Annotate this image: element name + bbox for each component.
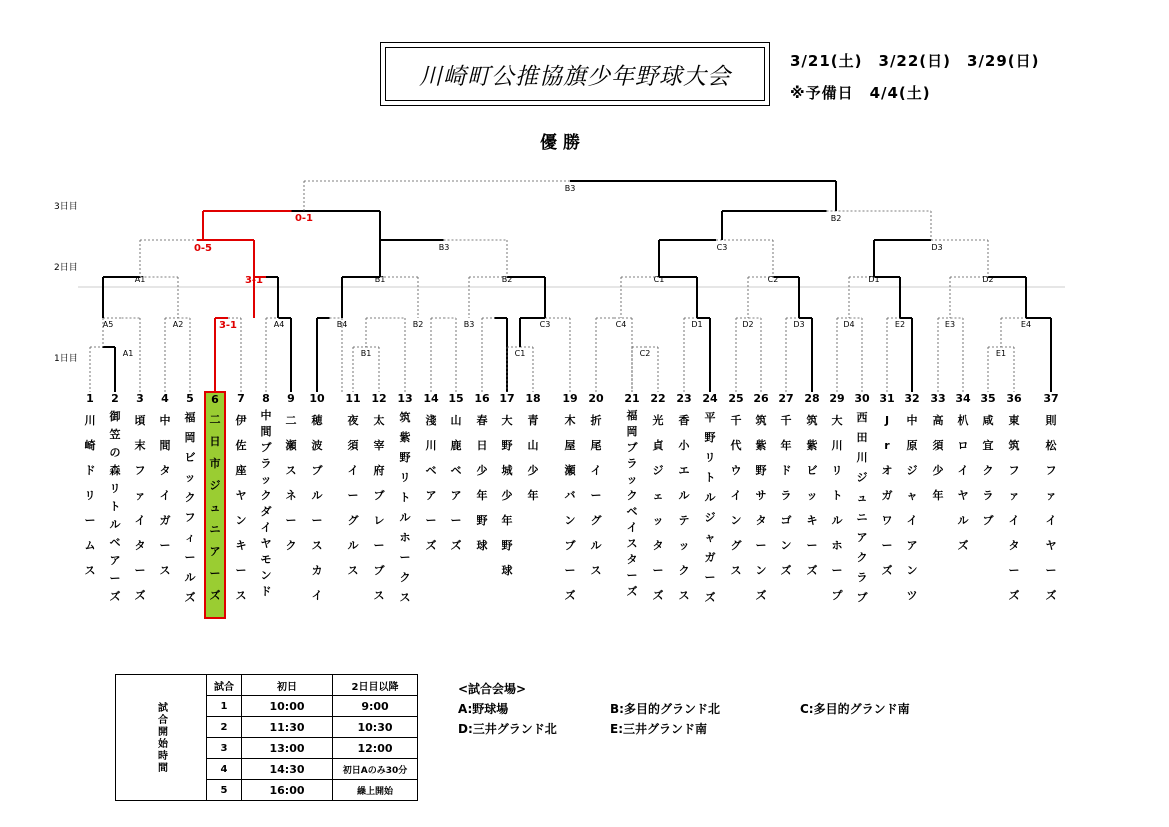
match-label: B3 bbox=[564, 184, 576, 193]
team-entry bbox=[522, 392, 544, 508]
team-name: 咸 宜 ク ラ ブ bbox=[982, 414, 994, 527]
team-name: 木 屋 瀬 バ ン ブ ー ズ bbox=[564, 414, 576, 602]
team-name: 夜 須 イ ー グ ル ス bbox=[347, 414, 359, 577]
bracket-diagram bbox=[0, 0, 1169, 400]
team-entry bbox=[496, 392, 518, 583]
team-entry bbox=[725, 392, 747, 583]
team-number: 8 bbox=[262, 392, 270, 405]
team-number: 17 bbox=[499, 392, 515, 405]
sched-day1: 13:00 bbox=[242, 738, 333, 759]
team-entry bbox=[368, 392, 390, 608]
sched-game: 4 bbox=[207, 759, 242, 780]
sched-game: 3 bbox=[207, 738, 242, 759]
schedule-header-day1: 初日 bbox=[242, 675, 333, 696]
team-entry bbox=[673, 392, 695, 608]
team-entry bbox=[826, 392, 848, 608]
team-name: 福 岡 ブ ラ ッ ク ベ イ ス タ ー ズ bbox=[626, 409, 638, 598]
venue-heading: <試合会場> bbox=[458, 682, 527, 696]
day-label-1: 1日目 bbox=[54, 354, 78, 364]
sched-day2: 10:30 bbox=[333, 717, 418, 738]
sched-day2: 初日Aのみ30分 bbox=[333, 759, 418, 780]
team-number: 11 bbox=[345, 392, 361, 405]
team-number: 19 bbox=[562, 392, 578, 405]
match-label: E2 bbox=[894, 320, 906, 329]
team-entry bbox=[977, 392, 999, 533]
match-label: C1 bbox=[653, 275, 665, 284]
match-label: B1 bbox=[360, 349, 372, 358]
team-name: 大 野 城 少 年 野 球 bbox=[501, 414, 513, 577]
team-number: 6 bbox=[211, 393, 219, 406]
team-number: 7 bbox=[237, 392, 245, 405]
sched-day1: 14:30 bbox=[242, 759, 333, 780]
team-name: 東 筑 フ ァ イ タ ー ズ bbox=[1008, 414, 1020, 602]
team-name: 筑 紫 野 リ ト ル ホ ー ク ス bbox=[399, 411, 411, 604]
team-entry bbox=[750, 392, 772, 608]
team-name: 大 川 リ ト ル ホ ー プ bbox=[831, 414, 843, 602]
team-entry bbox=[699, 392, 721, 608]
sched-day2: 12:00 bbox=[333, 738, 418, 759]
match-label: C1 bbox=[514, 349, 526, 358]
team-number: 2 bbox=[111, 392, 119, 405]
match-label: B2 bbox=[830, 214, 842, 223]
team-name: 中 間 ブ ラ ッ ク ダ イ ヤ モ ン ド bbox=[260, 409, 272, 598]
champion-label: 優勝 bbox=[540, 133, 586, 153]
match-label: A5 bbox=[102, 320, 114, 329]
team-name: 福 岡 ビ ッ ク フ ィ ー ル ズ bbox=[184, 411, 196, 604]
team-entry bbox=[280, 392, 302, 558]
venue-e: E:三井グランド南 bbox=[610, 722, 707, 736]
team-name: 二 日 市 ジ ュ ニ ア ー ズ bbox=[209, 413, 221, 602]
team-name: 平 野 リ ト ル ジ ャ ガ ー ズ bbox=[704, 411, 716, 604]
team-entry bbox=[230, 392, 252, 608]
team-entry bbox=[154, 392, 176, 583]
schedule-table bbox=[115, 674, 418, 801]
team-number: 15 bbox=[448, 392, 464, 405]
sched-day1: 10:00 bbox=[242, 696, 333, 717]
team-number: 26 bbox=[753, 392, 769, 405]
team-name: 千 年 ド ラ ゴ ン ズ bbox=[780, 414, 792, 577]
team-entry bbox=[420, 392, 442, 558]
schedule-side-label: 試合開始時間 bbox=[116, 675, 207, 801]
reserve-day: ※予備日 4/4(土) bbox=[790, 84, 931, 102]
team-entry bbox=[775, 392, 797, 583]
sched-day1: 11:30 bbox=[242, 717, 333, 738]
team-number: 35 bbox=[980, 392, 996, 405]
day-label-3: 3日目 bbox=[54, 202, 78, 212]
sched-day1: 16:00 bbox=[242, 780, 333, 801]
team-number: 36 bbox=[1006, 392, 1022, 405]
team-entry bbox=[621, 392, 643, 600]
match-label: A2 bbox=[172, 320, 184, 329]
team-name: 西 田 川 ジ ュ ニ ア ク ラ ブ bbox=[856, 411, 868, 604]
team-number: 18 bbox=[525, 392, 541, 405]
venue-c: C:多目的グランド南 bbox=[800, 702, 910, 716]
match-label: D3 bbox=[931, 243, 943, 252]
team-number: 5 bbox=[186, 392, 194, 405]
match-label: E1 bbox=[995, 349, 1007, 358]
team-entry bbox=[876, 392, 898, 583]
team-name: 二 瀬 ス ネ ー ク bbox=[285, 414, 297, 552]
team-entry bbox=[559, 392, 581, 608]
team-entry bbox=[1040, 392, 1062, 608]
team-number: 10 bbox=[309, 392, 325, 405]
team-number: 32 bbox=[904, 392, 920, 405]
team-number: 30 bbox=[854, 392, 870, 405]
team-name: 朳 ロ イ ヤ ル ズ bbox=[957, 414, 969, 552]
team-number: 34 bbox=[955, 392, 971, 405]
venue-a: A:野球場 bbox=[458, 702, 509, 716]
team-name: 香 小 エ ル テ ッ ク ス bbox=[678, 414, 690, 602]
team-name: 川 崎 ド リ ー ム ス bbox=[84, 414, 96, 577]
team-name: J r オ ガ ワ ー ズ bbox=[881, 414, 893, 577]
match-label: C3 bbox=[716, 243, 728, 252]
team-entry bbox=[585, 392, 607, 583]
sched-game: 2 bbox=[207, 717, 242, 738]
match-label: D1 bbox=[691, 320, 703, 329]
team-name: 光 貞 ジ ェ ッ タ ー ズ bbox=[652, 414, 664, 602]
sched-day2: 繰上開始 bbox=[333, 780, 418, 801]
team-name: 淺 川 ベ ア ー ズ bbox=[425, 414, 437, 552]
team-entry bbox=[306, 392, 328, 608]
team-number: 21 bbox=[624, 392, 640, 405]
match-label: C3 bbox=[539, 320, 551, 329]
team-entry bbox=[104, 392, 126, 606]
match-label: D1 bbox=[868, 275, 880, 284]
team-number: 12 bbox=[371, 392, 387, 405]
team-entry bbox=[801, 392, 823, 583]
team-number: 27 bbox=[778, 392, 794, 405]
team-entry bbox=[179, 392, 201, 608]
schedule-header-day2: 2日目以降 bbox=[333, 675, 418, 696]
match-label: C2 bbox=[767, 275, 779, 284]
team-number: 22 bbox=[650, 392, 666, 405]
team-number: 29 bbox=[829, 392, 845, 405]
match-label: 0-5 bbox=[193, 243, 213, 254]
tournament-dates: 3/21(土) 3/22(日) 3/29(日) bbox=[790, 52, 1040, 70]
venue-d: D:三井グランド北 bbox=[458, 722, 557, 736]
team-number: 20 bbox=[588, 392, 604, 405]
team-name: 中 原 ジ ャ イ ア ン ツ bbox=[906, 414, 918, 602]
team-name: 御 笠 の 森 リ ト ル ベ ア ー ズ bbox=[109, 410, 121, 603]
match-label: E4 bbox=[1020, 320, 1032, 329]
team-entry bbox=[79, 392, 101, 583]
match-label: 3-1 bbox=[218, 320, 238, 331]
match-label: A1 bbox=[122, 349, 134, 358]
team-entry bbox=[204, 391, 226, 619]
match-label: B3 bbox=[463, 320, 475, 329]
match-label: 3-1 bbox=[244, 275, 264, 286]
match-label: C2 bbox=[639, 349, 651, 358]
team-number: 33 bbox=[930, 392, 946, 405]
team-name: 筑 紫 ビ ッ キ ー ズ bbox=[806, 414, 818, 577]
team-number: 16 bbox=[474, 392, 490, 405]
team-number: 23 bbox=[676, 392, 692, 405]
team-entry bbox=[901, 392, 923, 608]
team-name: 伊 佐 座 ヤ ン キ ー ス bbox=[235, 414, 247, 602]
day-label-2: 2日目 bbox=[54, 263, 78, 273]
match-label: D2 bbox=[982, 275, 994, 284]
match-label: A4 bbox=[273, 320, 285, 329]
match-label: B2 bbox=[501, 275, 513, 284]
team-entry bbox=[445, 392, 467, 558]
team-number: 4 bbox=[161, 392, 169, 405]
team-entry bbox=[394, 392, 416, 608]
team-name: 高 須 少 年 bbox=[932, 414, 944, 502]
team-number: 3 bbox=[136, 392, 144, 405]
team-name: 春 日 少 年 野 球 bbox=[476, 414, 488, 552]
team-name: 青 山 少 年 bbox=[527, 414, 539, 502]
team-name: 則 松 フ ァ イ ヤ ー ズ bbox=[1045, 414, 1057, 602]
team-number: 25 bbox=[728, 392, 744, 405]
team-number: 9 bbox=[287, 392, 295, 405]
team-entry bbox=[851, 392, 873, 608]
match-label: A1 bbox=[134, 275, 146, 284]
team-number: 37 bbox=[1043, 392, 1059, 405]
team-name: 穂 波 ブ ル ー ス カ イ bbox=[311, 414, 323, 602]
team-entry bbox=[129, 392, 151, 608]
tournament-title: 川崎町公推協旗少年野球大会 bbox=[419, 63, 731, 90]
sched-game: 5 bbox=[207, 780, 242, 801]
team-name: 千 代 ウ イ ン グ ス bbox=[730, 414, 742, 577]
sched-day2: 9:00 bbox=[333, 696, 418, 717]
match-label: 0-1 bbox=[294, 213, 314, 224]
team-number: 31 bbox=[879, 392, 895, 405]
match-label: C4 bbox=[615, 320, 627, 329]
team-entry bbox=[927, 392, 949, 508]
match-label: D4 bbox=[843, 320, 855, 329]
team-number: 24 bbox=[702, 392, 718, 405]
match-label: B4 bbox=[336, 320, 348, 329]
team-name: 山 鹿 ベ ア ー ズ bbox=[450, 414, 462, 552]
team-number: 28 bbox=[804, 392, 820, 405]
team-name: 筑 紫 野 サ タ ー ン ズ bbox=[755, 414, 767, 602]
team-entry bbox=[952, 392, 974, 558]
team-number: 1 bbox=[86, 392, 94, 405]
team-number: 13 bbox=[397, 392, 413, 405]
match-label: B2 bbox=[412, 320, 424, 329]
team-entry bbox=[255, 392, 277, 600]
team-number: 14 bbox=[423, 392, 439, 405]
match-label: D2 bbox=[742, 320, 754, 329]
venue-b: B:多目的グランド北 bbox=[610, 702, 720, 716]
schedule-header-game: 試合 bbox=[207, 675, 242, 696]
team-name: 太 宰 府 ブ レ ー ブ ス bbox=[373, 414, 385, 602]
match-label: D3 bbox=[793, 320, 805, 329]
sched-game: 1 bbox=[207, 696, 242, 717]
team-name: 折 尾 イ ー グ ル ス bbox=[590, 414, 602, 577]
team-entry bbox=[342, 392, 364, 583]
team-entry bbox=[471, 392, 493, 558]
match-label: B3 bbox=[438, 243, 450, 252]
team-entry bbox=[647, 392, 669, 608]
match-label: B1 bbox=[374, 275, 386, 284]
team-name: 中 間 タ イ ガ ー ス bbox=[159, 414, 171, 577]
team-entry bbox=[1003, 392, 1025, 608]
team-name: 頃 末 フ ァ イ タ ー ズ bbox=[134, 414, 146, 602]
match-label: E3 bbox=[944, 320, 956, 329]
